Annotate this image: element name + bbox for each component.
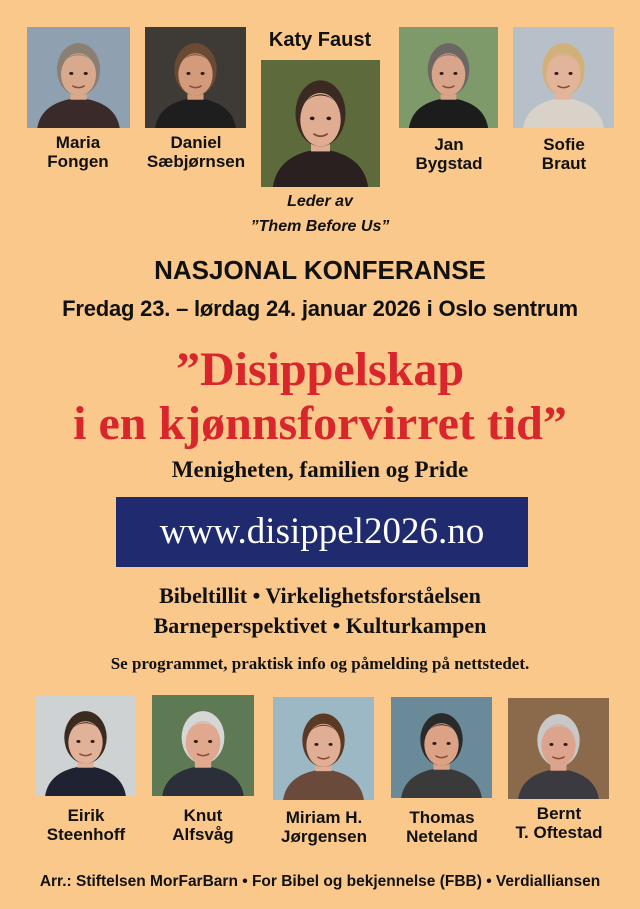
featured-role-line1: Leder av [287, 193, 353, 210]
conference-headline: NASJONAL KONFERANSE [154, 255, 486, 285]
speaker-name-maria-fongen: Maria Fongen [47, 133, 109, 171]
portrait-miriam-jorgensen [273, 697, 374, 800]
speaker-name-thomas-neteland: Thomas Neteland [406, 808, 478, 846]
speaker-name-eirik-steenhoff: Eirik Steenhoff [46, 806, 126, 844]
topics-line1: Bibeltillit • Virkelighetsforståelsen [159, 583, 481, 608]
speaker-name-jan-bygstad: Jan Bygstad [415, 135, 483, 173]
portrait-daniel-saebjornsen [145, 27, 246, 128]
portrait-maria-fongen [27, 27, 130, 128]
featured-speaker-name: Katy Faust [268, 29, 372, 51]
speaker-name-sofie-braut: Sofie Braut [541, 135, 587, 173]
topics-line2: Barneperspektivet • Kulturkampen [153, 613, 487, 638]
website-url-link[interactable]: www.disippel2026.no [116, 497, 528, 567]
conference-title-line2: i en kjønnsforvirret tid” [73, 397, 567, 450]
portrait-sofie-braut [513, 27, 614, 128]
portrait-thomas-neteland [391, 697, 492, 798]
speaker-name-knut-alfsvag: Knut Alfsvåg [172, 806, 234, 844]
conference-title-line1: ”Disippelskap [175, 343, 465, 396]
portrait-jan-bygstad [399, 27, 498, 128]
portrait-eirik-steenhoff [35, 695, 136, 796]
organizers-footer: Arr.: Stiftelsen MorFarBarn • For Bibel og bekjennelse (FBB) • Verdialliansen [39, 873, 601, 890]
portrait-katy-faust [261, 60, 380, 187]
speaker-name-miriam-jorgensen: Miriam H. Jørgensen [281, 808, 367, 846]
info-text: Se programmet, praktisk info og påmelding på nettstedet. [110, 654, 530, 673]
speaker-name-daniel-saebjornsen: Daniel Sæbjørnsen [146, 133, 246, 171]
featured-role-line2: ”Them Before Us” [250, 218, 390, 235]
portrait-bernt-oftestad [508, 698, 609, 799]
conference-dates: Fredag 23. – lørdag 24. januar 2026 i Oslo sentrum [62, 296, 578, 321]
speaker-name-bernt-oftestad: Bernt T. Oftestad [515, 804, 603, 842]
portrait-knut-alfsvag [152, 695, 254, 796]
conference-subtitle: Menigheten, familien og Pride [171, 457, 469, 482]
